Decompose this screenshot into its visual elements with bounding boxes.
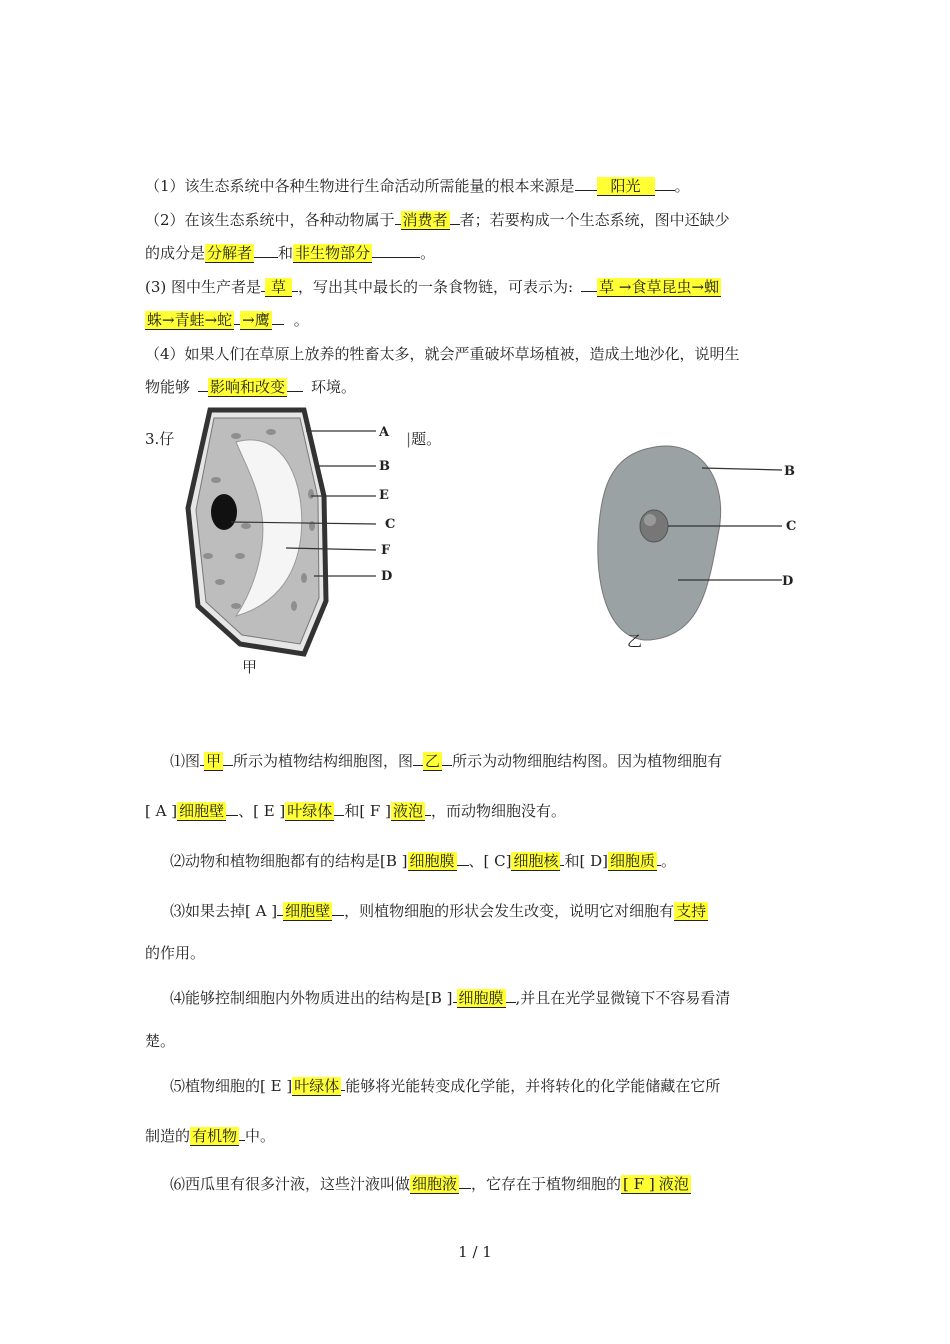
answer-line-8: ⑸植物细胞的[ E ] 叶绿体 能够将光能转变成化学能，并将转化的化学能储藏在它所 [170, 1077, 721, 1095]
q1-line-4 [145, 276, 721, 298]
answer-blank: 叶绿体 [294, 1077, 340, 1095]
label-A: A [379, 425, 390, 440]
answer-blank: 乙 [425, 752, 441, 770]
answer-blank: 草 [265, 278, 292, 297]
answer-blank: 细胞膜 [409, 852, 455, 870]
text: 。 [674, 177, 690, 195]
text: 的成分是 [145, 244, 206, 262]
text: （2）在该生态系统中，各种动物属于 [145, 211, 395, 229]
answer-blank: 有机物 [192, 1127, 238, 1145]
q1-line-3 [145, 242, 435, 264]
label-E: E [379, 488, 389, 503]
answer-line-7: 楚。 [145, 1032, 176, 1050]
answer-blank: 细胞壁 [179, 802, 225, 820]
answer-blank: [ F ] [623, 1175, 655, 1193]
answer-blank: 细胞壁 [285, 902, 331, 920]
label-B-animal: B [784, 464, 795, 479]
answer-blank: 细胞核 [513, 852, 559, 870]
plant-cell-figure [176, 406, 416, 676]
q3-heading-right: |题。 [406, 430, 442, 448]
answer-line-2: [ A ] 细胞壁 、[ E ] 叶绿体 和[ F ] 液泡 ，而动物细胞没有。 [145, 802, 566, 820]
caption-yi: 乙 [627, 632, 643, 650]
text: (3) 图中生产者是 [145, 278, 262, 296]
q3-heading-left: 3.仔 [145, 430, 175, 448]
label-B: B [379, 459, 390, 474]
animal-nucleus [640, 510, 668, 542]
caption-jia: 甲 [242, 658, 258, 676]
answer-line-1: ⑴图 甲 所示为植物结构细胞图，图 乙 所示为动物细胞结构图。因为植物细胞有 [170, 752, 723, 770]
answer-blank: 分解者 [207, 244, 253, 262]
text: 者；若要构成一个生态系统，图中还缺少 [459, 211, 730, 229]
answer-blank: 液泡 [392, 802, 423, 820]
text: 。 [420, 244, 436, 262]
answer-blank: 蛛→青蛙→蛇 [147, 311, 233, 329]
label-F: F [381, 543, 391, 558]
q1-line-6 [145, 343, 740, 365]
answer-line-9: 制造的 有机物 中。 [145, 1127, 276, 1145]
answer-line-6: ⑷能够控制细胞内外物质进出的结构是[B ] 细胞膜 ,并且在光学显微镜下不容易看清 [170, 989, 731, 1007]
answer-blank: 阳光 [597, 177, 655, 196]
q1-line-2 [145, 209, 730, 231]
text: 物能够 [145, 378, 191, 396]
answer-blank: 细胞质 [609, 852, 655, 870]
answer-blank: 消费者 [402, 211, 448, 229]
answer-blank: 细胞膜 [458, 989, 504, 1007]
answer-blank: →鹰 [242, 311, 270, 329]
cell-membrane [598, 446, 721, 640]
label-C-animal: C [786, 519, 797, 534]
label-D-animal: D [782, 574, 794, 589]
text: ，写出其中最长的一条食物链，可表示为: [298, 278, 574, 296]
answer-blank: 非生物部分 [295, 244, 371, 262]
q1-line-1 [145, 175, 690, 197]
animal-cell-figure [590, 440, 810, 650]
answer-blank: 液泡 [658, 1175, 689, 1193]
q1-line-7 [145, 376, 356, 398]
text: 。 [293, 311, 309, 329]
text: （1）该生态系统中各种生物进行生命活动所需能量的根本来源是 [145, 177, 575, 195]
answer-line-5: 的作用。 [145, 944, 206, 962]
page-number: 1 / 1 [458, 1243, 492, 1261]
answer-line-3: ⑵动物和植物细胞都有的结构是[B ] 细胞膜 、[ C] 细胞核 和[ D] 细胞质 。 [170, 852, 677, 870]
text: （4）如果人们在草原上放养的牲畜太多，就会严重破坏草场植被，造成土地沙化，说明生 [145, 345, 740, 363]
text: 环境。 [311, 378, 357, 396]
answer-blank: 草 →食草昆虫→蜘 [599, 278, 720, 296]
nucleus [211, 494, 237, 530]
label-D: D [381, 569, 393, 584]
label-C: C [385, 517, 396, 532]
answer-blank: 影响和改变 [210, 378, 286, 396]
text: 和 [278, 244, 294, 262]
answer-blank: 叶绿体 [287, 802, 333, 820]
answer-blank: 支持 [676, 902, 707, 920]
answer-blank: 甲 [206, 752, 222, 770]
q1-line-5 [145, 309, 309, 331]
answer-blank: 细胞液 [412, 1175, 458, 1193]
answer-line-4: ⑶如果去掉[ A ] 细胞壁 ，则植物细胞的形状会发生改变，说明它对细胞有 支持 [170, 902, 707, 920]
answer-line-10: ⑹西瓜里有很多汁液，这些汁液叫做 细胞液 ，它存在于植物细胞的 [ F ] 液泡 [170, 1175, 689, 1193]
